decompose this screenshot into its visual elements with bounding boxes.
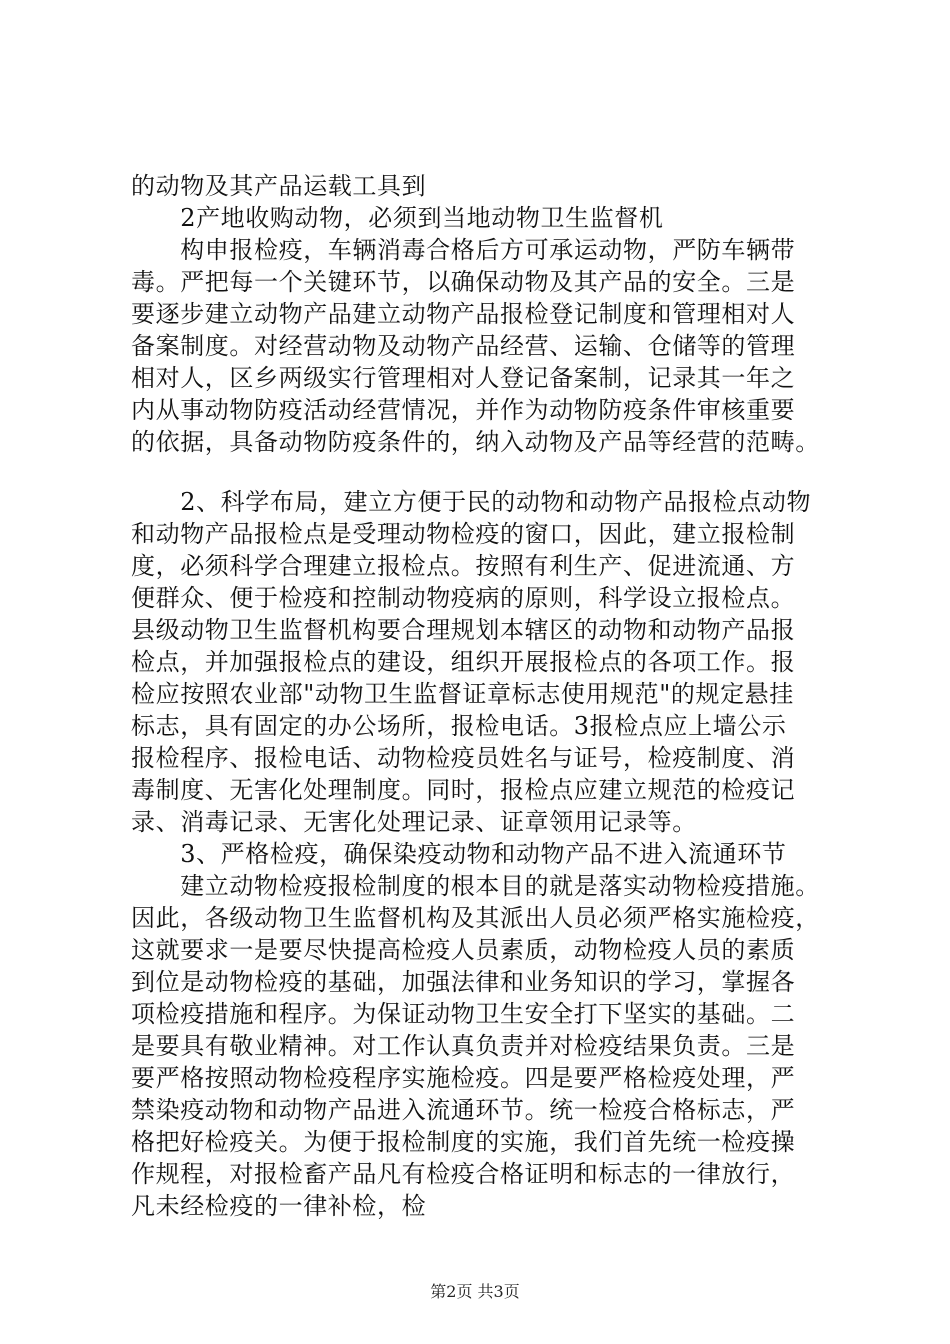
text-line: 备案制度。对经营动物及动物产品经营、运输、仓储等的管理 [131,332,796,360]
page-number-footer: 第2页 共3页 [430,1282,520,1301]
text-line: 2产地收购动物，必须到当地动物卫生监督机 [131,204,664,232]
text-line: 禁染疫动物和动物产品进入流通环节。统一检疫合格标志，严 [131,1096,796,1124]
text-line: 要严格按照动物检疫程序实施检疫。四是要严格检疫处理，严 [131,1064,796,1092]
text-line: 到位是动物检疫的基础，加强法律和业务知识的学习，掌握各 [131,968,796,996]
text-line: 建立动物检疫报检制度的根本目的就是落实动物检疫措施。 [131,872,820,900]
text-line: 的动物及其产品运载工具到 [131,172,427,200]
paragraph-gap [131,458,831,486]
text-line: 县级动物卫生监督机构要合理规划本辖区的动物和动物产品报 [131,616,796,644]
text-line: 2、科学布局，建立方便于民的动物和动物产品报检点动物 [131,488,812,516]
text-line: 要逐步建立动物产品建立动物产品报检登记制度和管理相对人 [131,300,796,328]
text-line: 凡未经检疫的一律补检，检 [131,1192,427,1220]
text-line: 这就要求一是要尽快提高检疫人员素质，动物检疫人员的素质 [131,936,796,964]
text-line: 毒制度、无害化处理制度。同时，报检点应建立规范的检疫记 [131,776,796,804]
text-line: 检点，并加强报检点的建设，组织开展报检点的各项工作。报 [131,648,796,676]
document-body [131,170,831,1222]
text-line: 是要具有敬业精神。对工作认真负责并对检疫结果负责。三是 [131,1032,796,1060]
text-line: 标志，具有固定的办公场所，报检电话。3报检点应上墙公示 [131,712,787,740]
text-line: 录、消毒记录、无害化处理记录、证章领用记录等。 [131,808,697,836]
text-line: 格把好检疫关。为便于报检制度的实施，我们首先统一检疫操 [131,1128,796,1156]
text-line: 内从事动物防疫活动经营情况，并作为动物防疫条件审核重要 [131,396,796,424]
text-line: 检应按照农业部"动物卫生监督证章标志使用规范"的规定悬挂 [131,680,794,708]
text-line: 3、严格检疫，确保染疫动物和动物产品不进入流通环节 [131,840,787,868]
text-line: 度，必须科学合理建立报检点。按照有利生产、促进流通、方 [131,552,796,580]
text-line: 的依据，具备动物防疫条件的，纳入动物及产品等经营的范畴。 [131,428,820,456]
text-line: 项检疫措施和程序。为保证动物卫生安全打下坚实的基础。二 [131,1000,796,1028]
text-line: 和动物产品报检点是受理动物检疫的窗口，因此，建立报检制 [131,520,796,548]
text-line: 便群众、便于检疫和控制动物疫病的原则，科学设立报检点。 [131,584,796,612]
text-line: 毒。严把每一个关键环节，以确保动物及其产品的安全。三是 [131,268,796,296]
text-line: 作规程，对报检畜产品凡有检疫合格证明和标志的一律放行， [131,1160,796,1188]
text-line: 相对人，区乡两级实行管理相对人登记备案制，记录其一年之 [131,364,796,392]
text-line: 因此，各级动物卫生监督机构及其派出人员必须严格实施检疫， [131,904,820,932]
text-line: 报检程序、报检电话、动物检疫员姓名与证号，检疫制度、消 [131,744,796,772]
text-line: 构申报检疫，车辆消毒合格后方可承运动物，严防车辆带 [131,236,796,264]
